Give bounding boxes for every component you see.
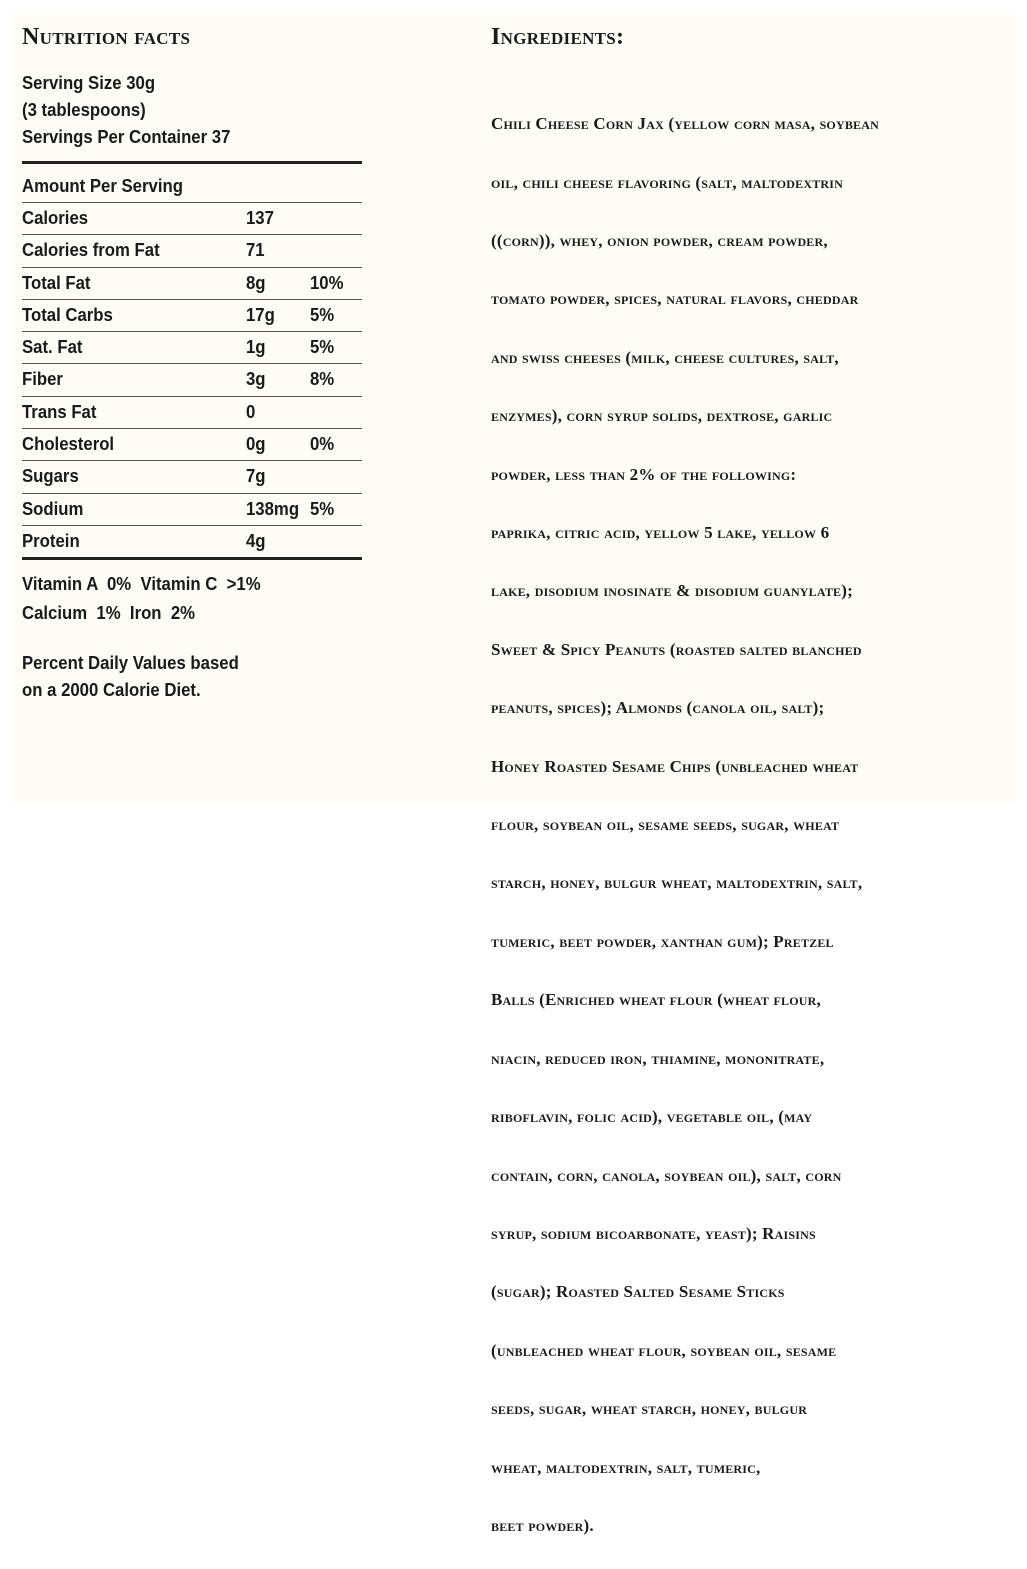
nutrient-name: Calories [22,208,89,228]
nutrient-daily-value: 5% [310,304,335,325]
nutrient-daily-value: 8% [310,369,335,390]
amount-per-serving-heading: Amount Per Serving [22,176,183,196]
nutrient-amount: 1g [246,337,266,358]
ingredients-line: Chili Cheese Corn Jax (yellow corn masa, soybean [491,114,879,134]
nutrient-row [22,428,362,460]
ingredients-line: paprika, citric acid, yellow 5 lake, yellow 6 [491,523,830,543]
nutrient-daily-value: 5% [310,337,335,358]
nutrient-amount: 71 [246,240,265,261]
footnote-line: on a 2000 Calorie Diet. [22,680,201,701]
ingredients-line: seeds, sugar, wheat starch, honey, bulgur [491,1399,808,1419]
serving-info [22,70,338,151]
nutrient-amount: 7g [246,466,266,487]
ingredients-line: niacin, reduced iron, thiamine, mononitrate, [491,1048,825,1068]
nutrient-name: Protein [22,530,80,551]
nutrient-row [22,234,362,266]
label-panel [10,10,1017,1535]
ingredients-line: powder, less than 2% of the following: [491,464,797,484]
nutrient-daily-value: 0% [310,434,335,455]
nutrient-name: Total Fat [22,272,91,293]
ingredients-line: beet powder). [491,1515,594,1535]
ingredients-line: riboflavin, folic acid), vegetable oil, (may [491,1107,813,1127]
nutrient-row [22,396,362,428]
nutrient-row [22,525,362,557]
ingredients-line: Honey Roasted Sesame Chips (unbleached wheat [491,756,859,776]
nutrient-name: Total Carbs [22,304,113,325]
divider-thick [22,161,362,164]
nutrition-facts-title: Nutrition facts [22,24,191,50]
nutrient-amount: 0g [246,434,266,455]
ingredients-line: wheat, maltodextrin, salt, tumeric, [491,1457,761,1477]
nutrient-amount: 3g [246,369,266,390]
nutrient-row [22,299,362,331]
nutrient-daily-value [310,203,358,234]
ingredients-line: tumeric, beet powder, xanthan gum); Pretzel [491,931,834,951]
nutrient-name: Trans Fat [22,401,97,422]
nutrient-daily-value: 10% [310,272,344,293]
ingredients-line: Sweet & Spicy Peanuts (roasted salted blanched [491,639,862,659]
ingredients-line: peanuts, spices); Almonds (canola oil, salt); [491,698,825,718]
ingredients-line: lake, disodium inosinate & disodium guanylate); [491,581,853,601]
nutrient-daily-value [310,526,358,557]
ingredients-line: ((corn)), whey, onion powder, cream powder, [491,231,828,251]
divider-thick [22,557,362,560]
ingredients-panel [491,20,1006,1569]
nutrient-name: Sat. Fat [22,337,83,358]
nutrient-row [22,331,362,363]
nutrient-daily-value [310,397,358,428]
nutrition-facts-panel [22,20,362,704]
serving-size-measure: (3 tablespoons) [22,100,146,120]
vitamins-line: Vitamin A 0% Vitamin C >1% [22,574,261,595]
nutrient-amount: 8g [246,272,266,293]
nutrient-row [22,363,362,395]
vitamins-minerals [22,570,338,628]
nutrient-name: Sugars [22,466,79,487]
nutrient-name: Fiber [22,369,63,390]
nutrient-daily-value: 5% [310,498,335,519]
ingredients-line: flour, soybean oil, sesame seeds, sugar, wheat [491,815,840,835]
ingredients-line: syrup, sodium bicoarbonate, yeast); Raisins [491,1223,816,1243]
nutrient-amount: 4g [246,530,266,551]
nutrient-amount: 17g [246,304,275,325]
nutrient-table [22,202,362,557]
nutrient-name: Calories from Fat [22,240,160,261]
ingredients-line: enzymes), corn syrup solids, dextrose, garlic [491,406,833,426]
ingredients-text [491,80,1006,1569]
nutrient-daily-value [310,461,358,492]
nutrient-name: Cholesterol [22,434,115,455]
nutrient-amount: 0 [246,401,256,422]
ingredients-line: tomato powder, spices, natural flavors, cheddar [491,289,859,309]
nutrient-row [22,202,362,234]
daily-value-footnote [22,650,338,704]
nutrient-row [22,493,362,525]
servings-per-container: Servings Per Container 37 [22,127,231,147]
ingredients-line: contain, corn, canola, soybean oil), salt, corn [491,1165,842,1185]
ingredients-line: Balls (Enriched wheat flour (wheat flour, [491,990,821,1010]
serving-size: Serving Size 30g [22,73,156,93]
nutrient-amount: 137 [246,208,274,228]
ingredients-line: starch, honey, bulgur wheat, maltodextrin, salt, [491,873,863,893]
nutrient-row [22,460,362,492]
nutrient-name: Sodium [22,498,84,519]
ingredients-line: oil, chili cheese flavoring (salt, maltodextrin [491,172,844,192]
ingredients-line: (unbleached wheat flour, soybean oil, sesame [491,1340,837,1360]
minerals-line: Calcium 1% Iron 2% [22,603,196,624]
ingredients-line: and swiss cheeses (milk, cheese cultures, salt, [491,347,839,367]
ingredients-title: Ingredients: [491,24,625,50]
nutrient-daily-value [310,235,358,266]
ingredients-line: (sugar); Roasted Salted Sesame Sticks [491,1282,785,1302]
nutrient-row [22,267,362,299]
nutrient-amount: 138mg [246,498,300,519]
footnote-line: Percent Daily Values based [22,653,239,674]
